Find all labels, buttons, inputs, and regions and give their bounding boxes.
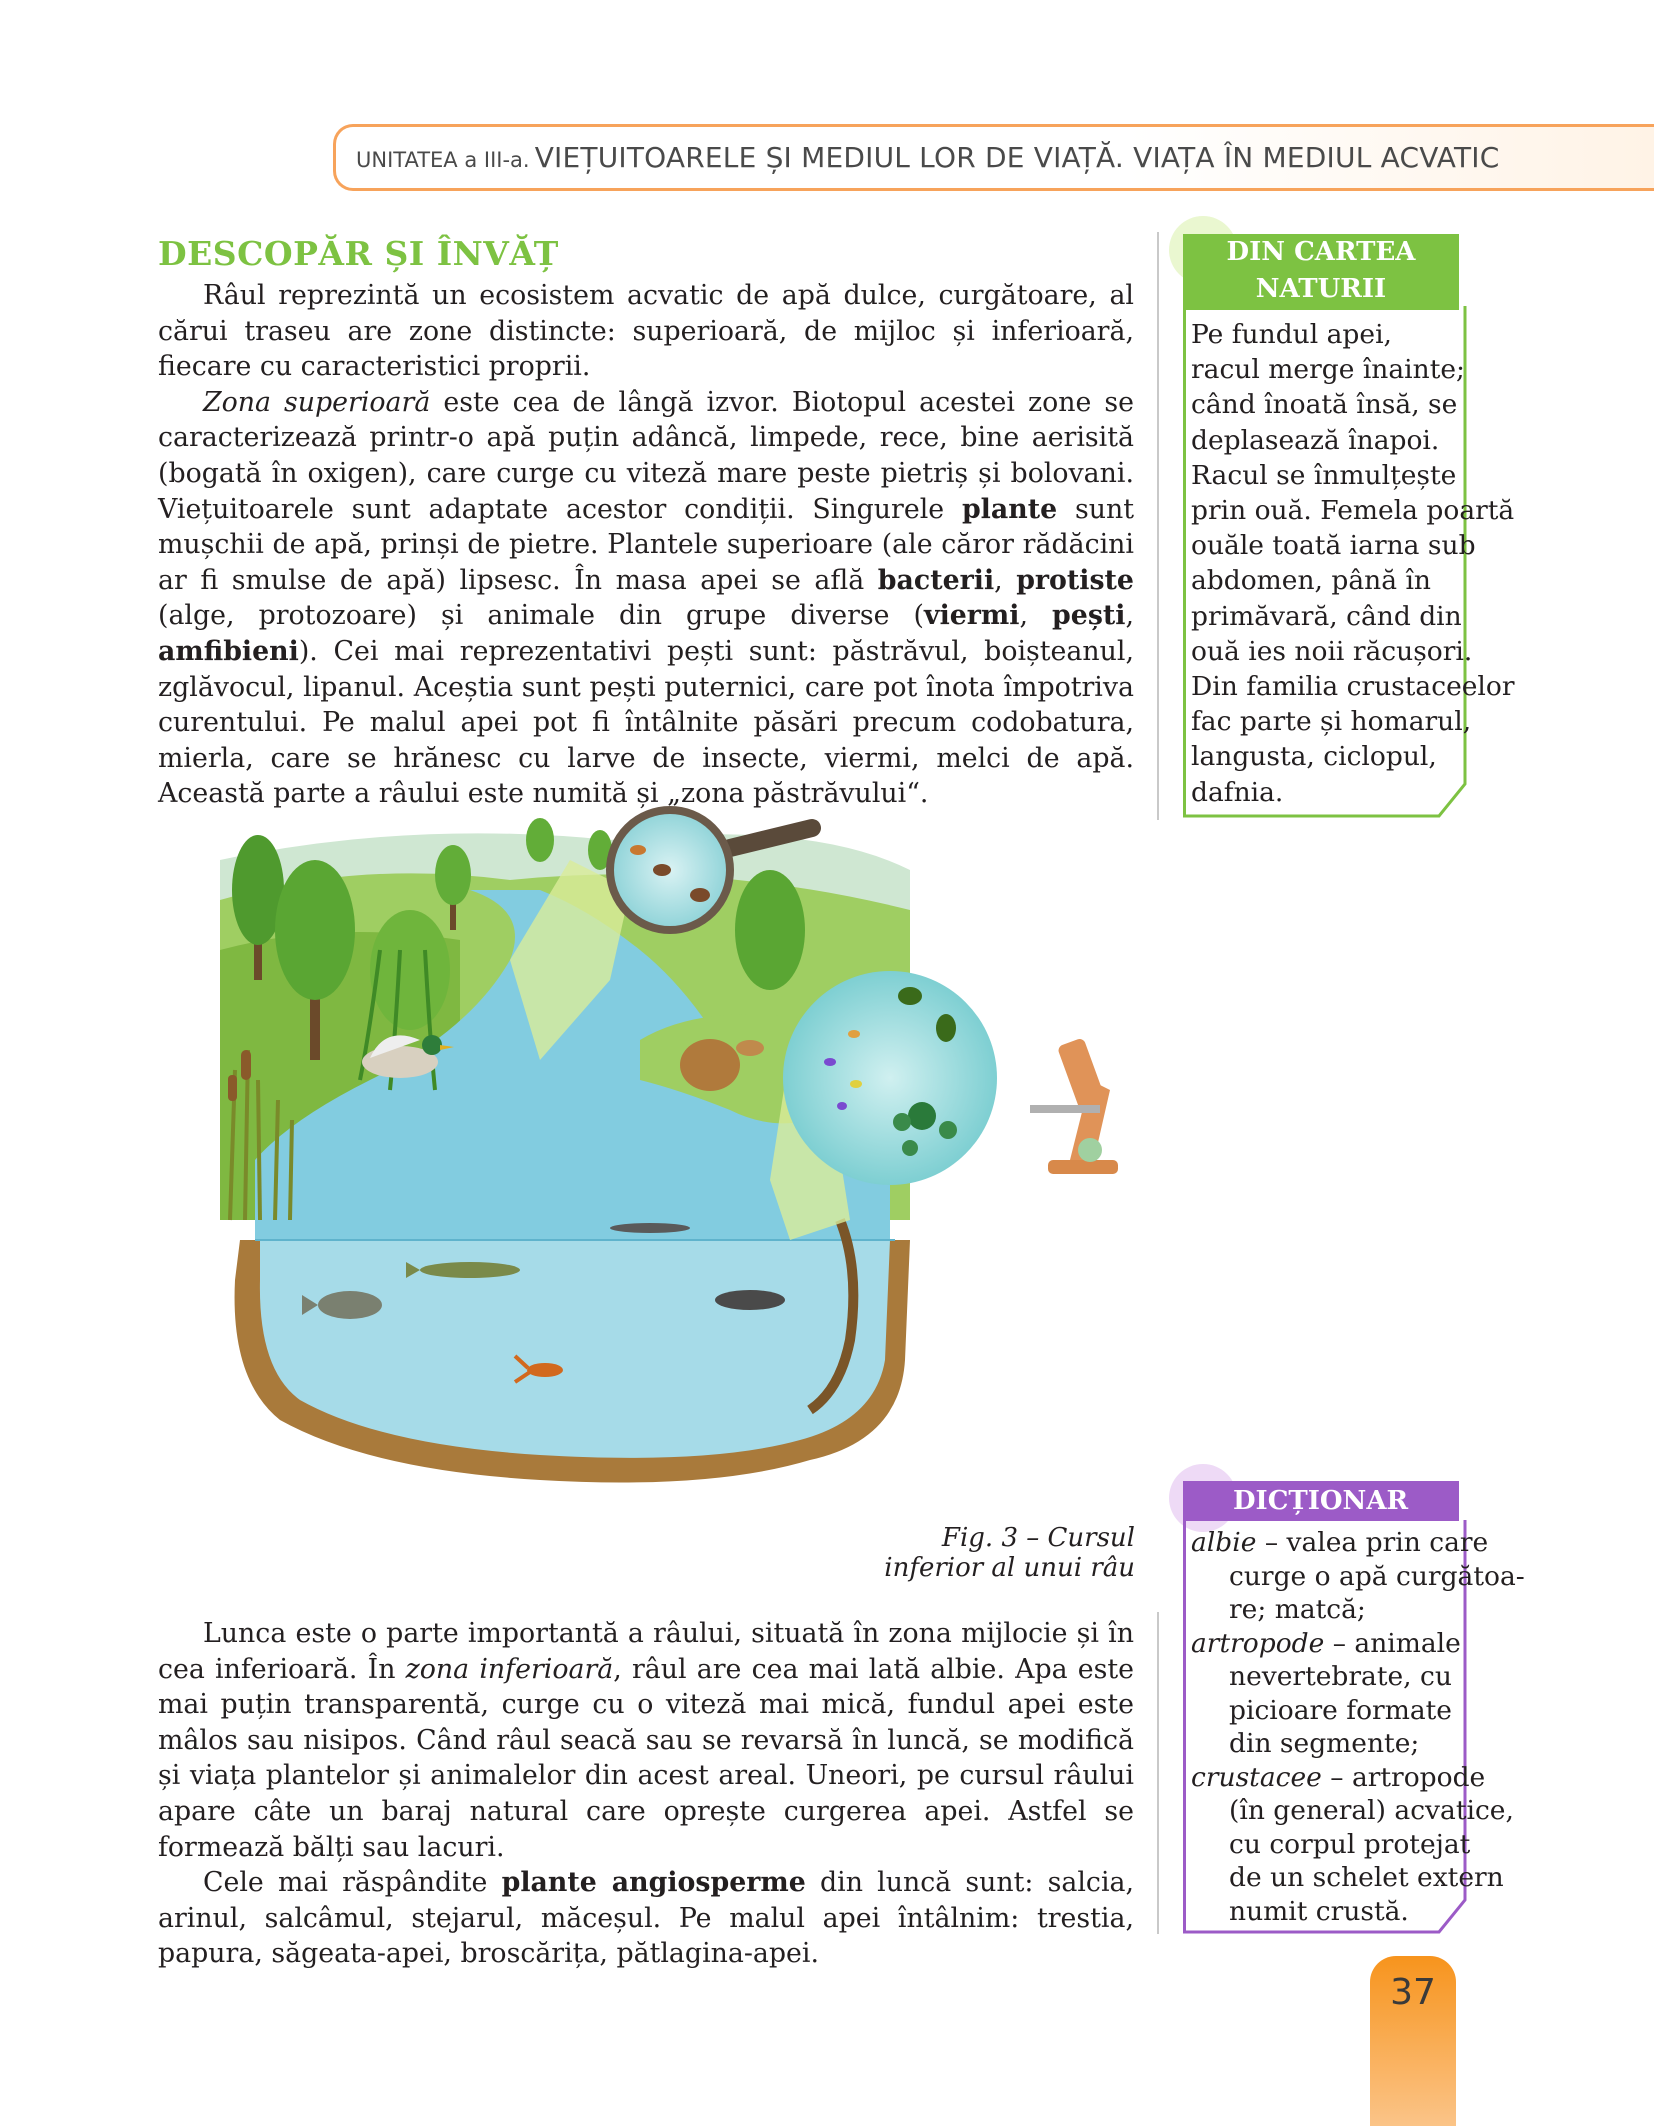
microscope bbox=[1030, 1037, 1118, 1174]
beaver bbox=[680, 1039, 740, 1091]
unit-prefix: UNITATEA a III-a. bbox=[356, 148, 530, 172]
header-text bbox=[356, 141, 1499, 174]
column-divider-bottom bbox=[1157, 1612, 1159, 1934]
box-body: albie – valea prin care curge o apă curgătoa- re; matcă; artropode – animale nevertebrate, cu picioare formate din segmente; crustacee – artropode (în general) acvatice, cu corpul protejat de un schelet extern numit crustă. bbox=[1191, 1527, 1525, 1927]
text-block-bottom bbox=[158, 1616, 1134, 1972]
paragraph-4: Cele mai răspândite plante angiosperme din luncă sunt: salcia, arinul, salcâmul, stejarul, măceșul. Pe malul apei întâlnim: trestia, papura, săgeata-apei, broscărița, pătlagina-apei. bbox=[158, 1867, 1135, 1970]
page-number: 37 bbox=[1390, 1972, 1436, 2013]
unit-title: VIEȚUITOARELE ȘI MEDIUL LOR DE VIAȚĂ. VIAȚA ÎN MEDIUL ACVATIC bbox=[534, 141, 1500, 174]
section-title: DESCOPĂR ȘI ÎNVĂȚ bbox=[158, 234, 559, 273]
running-header bbox=[333, 124, 1654, 191]
dict-entry: crustacee – artropode bbox=[1191, 1761, 1486, 1793]
box-title: DIN CARTEA NATURII bbox=[1183, 234, 1459, 310]
dictionar-box bbox=[1183, 1476, 1525, 1936]
dict-entry: albie – valea prin care bbox=[1191, 1527, 1489, 1558]
box-body: Pe fundul apei, racul merge înainte; când înoată însă, se deplasează înapoi. Racul se înmulțește prin ouă. Femela poartă ouăle toată iarna sub abdomen, până în primăvară, când din ouă ies noii răcușori. Din familia crustaceelor fac parte și homarul, langusta, ciclopul, dafnia. bbox=[1191, 319, 1515, 808]
river-illustration bbox=[210, 800, 1150, 1530]
paragraph-1: Râul reprezintă un ecosistem acvatic de apă dulce, curgătoare, al cărui traseu are zone distincte: superioară, de mijloc și inferioară, fiecare cu caracteristici proprii. bbox=[158, 280, 1134, 383]
paragraph-3: Lunca este o parte importantă a râului, situată în zona mijlocie și în cea inferioară. În zona inferioară, râul are cea mai lată albie. Apa este mai puțin transparentă, curge cu o viteză mai mică, fundul apei este mâlos sau nisipos. Când râul seacă sau se revarsă în luncă, se modifică și viața plantelor și animalelor din acest areal. Uneori, pe cursul râului apare câte un baraj natural care oprește curgerea apei. Astfel se formează bălți sau lacuri. bbox=[158, 1618, 1135, 1863]
column-divider-top bbox=[1157, 232, 1159, 820]
text-block-top bbox=[158, 278, 1134, 812]
page-number-tab bbox=[1370, 1956, 1456, 2126]
figure-caption: Fig. 3 – Cursul inferior al unui râu bbox=[884, 1523, 1135, 1583]
box-title: DICȚIONAR bbox=[1183, 1481, 1459, 1521]
paragraph-2: Zona superioară este cea de lângă izvor. Biotopul acestei zone se caracterizează printr-o apă puțin adâncă, limpede, rece, bine aerisită (bogată în oxigen), care curge cu viteză mare peste pietriș și bolovani. Viețuitoarele sunt adaptate acestor condiții. Singurele plante sunt mușchii de apă, prinși de pietre. Plantele superioare (ale căror rădăcini ar fi smulse de apă) lipsesc. În masa apei se află bacterii, protiste (alge, protozoare) și animale din grupe diverse (viermi, pești, amfibieni). Cei mai reprezentativi pești sunt: păstrăvul, boișteanul, zglăvocul, lipanul. Aceștia sunt pești puternici, care pot înota împotriva curentului. Pe malul apei pot fi întâlnite păsări precum codobatura, mierla, care se hrănesc cu larve de insecte, viermi, melci de apă. Această parte a râului este numită și „zona păstrăvului“. bbox=[158, 386, 1134, 810]
dict-entry: artropode – animale bbox=[1191, 1627, 1461, 1659]
din-cartea-naturii-box bbox=[1183, 228, 1515, 820]
